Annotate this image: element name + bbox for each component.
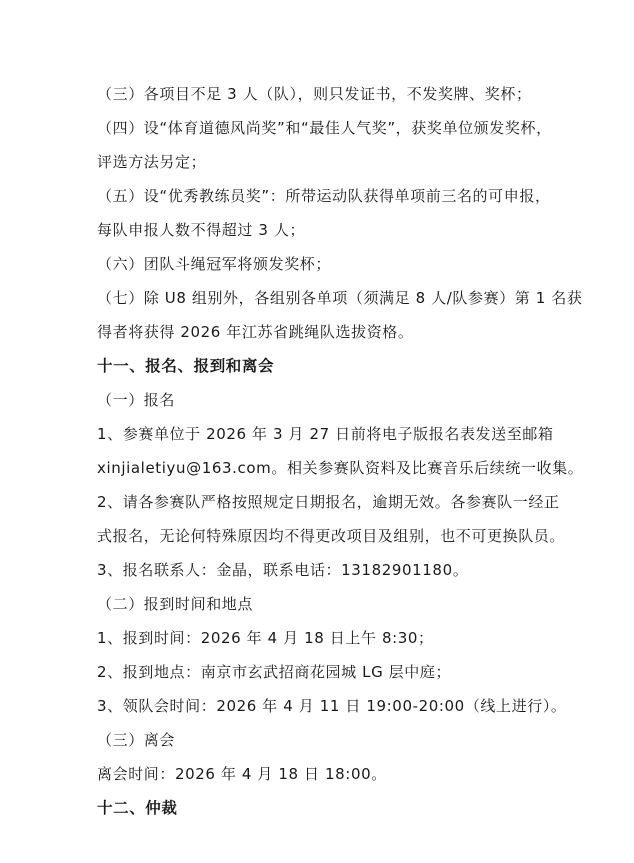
- rule-line-5: （五）设“优秀教练员奖”：所带运动队获得单项前三名的可申报，: [97, 187, 551, 205]
- section-11-title: 十一、报名、报到和离会: [97, 357, 275, 375]
- subsection-registration: （一）报名: [97, 391, 176, 409]
- rule-line-7-cont: 得者将获得 2026 年江苏省跳绳队选拔资格。: [97, 323, 414, 341]
- section-12-title: 十二、仲裁: [97, 799, 178, 817]
- rule-line-3: （三）各项目不足 3 人（队），则只发证书，不发奖牌、奖杯；: [97, 85, 532, 103]
- checkin-item-3: 3、领队会时间：2026 年 4 月 11 日 19:00-20:00（线上进行）。: [97, 697, 567, 715]
- checkin-item-1: 1、报到时间：2026 年 4 月 18 日上午 8:30；: [97, 629, 434, 647]
- rule-line-5-cont: 每队申报人数不得超过 3 人；: [97, 221, 306, 239]
- rule-line-4: （四）设“体育道德风尚奖”和“最佳人气奖”，获奖单位颁发奖杯，: [97, 119, 552, 137]
- registration-item-2: 2、请各参赛队严格按照规定日期报名，逾期无效。各参赛队一经正: [97, 493, 560, 511]
- subsection-leave: （三）离会: [97, 731, 176, 749]
- rule-line-4-cont: 评选方法另定；: [97, 153, 207, 171]
- leave-time: 离会时间：2026 年 4 月 18 日 18:00。: [97, 765, 387, 783]
- rule-line-7: （七）除 U8 组别外，各组别各单项（须满足 8 人/队参赛）第 1 名获: [97, 289, 583, 307]
- registration-item-2-cont: 式报名，无论何特殊原因均不得更改项目及组别，也不可更换队员。: [97, 527, 566, 545]
- registration-item-1-cont: xinjialetiyu@163.com。相关参赛队资料及比赛音乐后续统一收集。: [97, 459, 584, 477]
- subsection-checkin: （二）报到时间和地点: [97, 595, 254, 613]
- checkin-item-2: 2、报到地点：南京市玄武招商花园城 LG 层中庭；: [97, 663, 452, 681]
- registration-item-1: 1、参赛单位于 2026 年 3 月 27 日前将电子版报名表发送至邮箱: [97, 425, 554, 443]
- registration-item-3: 3、报名联系人：金晶，联系电话：13182901180。: [97, 561, 469, 579]
- rule-line-6: （六）团队斗绳冠军将颁发奖杯；: [97, 255, 332, 273]
